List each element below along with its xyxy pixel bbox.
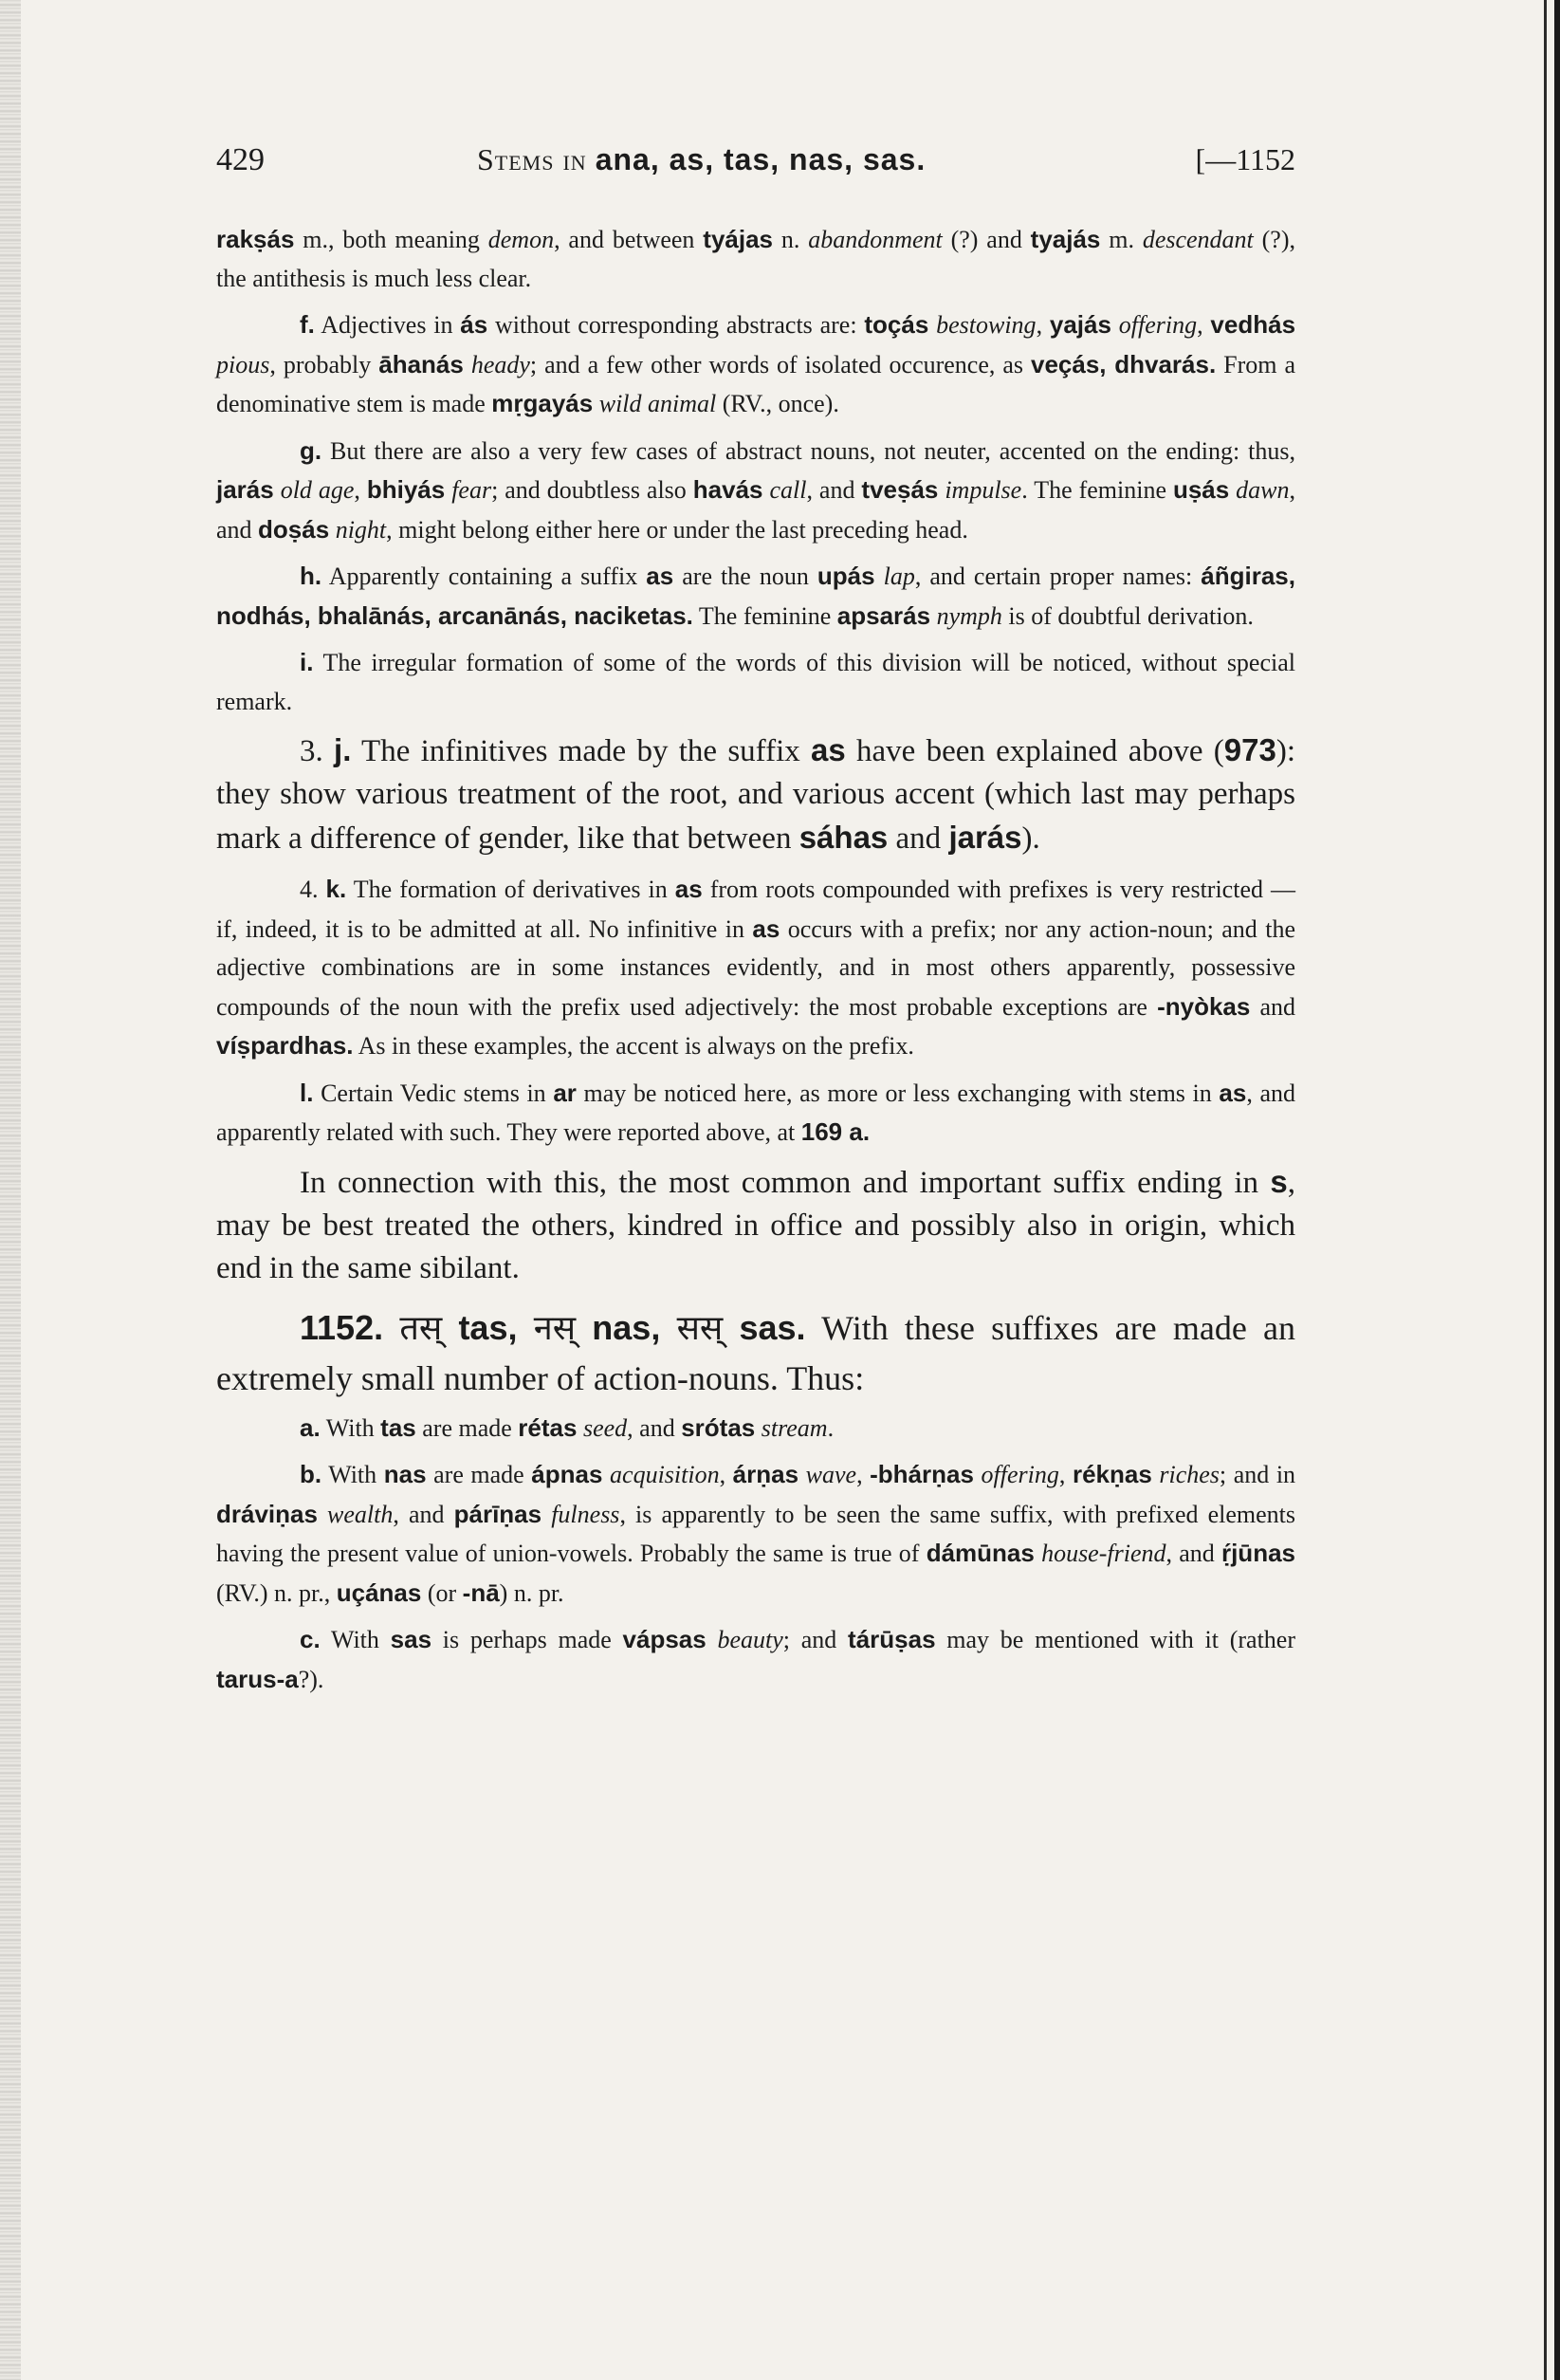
paragraph-pi: i. The irregular formation of some of the words of this division will be noticed, without special remark. — [216, 648, 1295, 715]
paragraph-p4k: 4. k. The formation of derivatives in as from roots compounded with prefixes is very restricted — if, indeed, it is to be admitted at all. No infinitive in as occurs with a prefix; nor any action-noun; and the adjective combinations are in some instances evidently, and in most others apparently, possessive compounds of the noun with the prefix used adjectively: the most probable exceptions are -nyòkas and víṣpardhas. As in these examples, the accent is always on the prefix. — [216, 875, 1296, 1060]
devanagari-nas: नस् — [533, 1308, 577, 1348]
paragraph-pg: g. But there are also a very few cases of abstract nouns, not neuter, accented on the ending: thus, jarás old age, bhiyás fear; and doubtless also havás call, and tveṣás impulse. The feminine uṣás dawn, and doṣás night, might belong either here or under the last preceding head. — [216, 435, 1295, 544]
devanagari-sas: सस् — [676, 1308, 724, 1348]
paragraph-pa: a. With tas are made rétas seed, and srótas stream. — [300, 1412, 835, 1442]
paragraph-pl: l. Certain Vedic stems in ar may be noticed here, as more or less exchanging with stems in as, and apparently related with such. They were reported above, at 169 a. — [216, 1078, 1295, 1146]
paragraphs-after-section — [216, 1409, 1295, 1700]
paragraphs-before-section — [216, 220, 1295, 1290]
book-page — [216, 133, 1295, 1707]
section-1152-text: With these suffixes are made an extremely small number of action-nouns. Thus: — [216, 1308, 1296, 1397]
paragraph-pf: f. Adjectives in ás without corresponding abstracts are: toçás bestowing, yajás offering, vedhás pious, probably āhanás heady; and a few other words of isolated occurence, as veçás, dhvarás. From a denominative stem is made mṛgayás wild animal (RV., once). — [216, 310, 1296, 417]
running-header — [216, 133, 1295, 190]
scan-right-gutter-line — [1544, 0, 1547, 2380]
page-number: 429 — [216, 142, 265, 177]
section-reference: [—1152 — [1195, 142, 1295, 176]
paragraph-p0: rakṣás m., both meaning demon, and between tyájas n. abandonment (?) and tyajás m. descendant (?), the antithesis is much less clear. — [216, 225, 1295, 292]
roman-nas: nas, — [592, 1307, 661, 1347]
running-title-forms: ana, as, tas, nas, sas. — [595, 142, 927, 176]
devanagari-tas: तस् — [399, 1308, 443, 1348]
paragraph-pconn: In connection with this, the most common and important suffix ending in s, may be best treated the others, kindred in office and possibly also in origin, which end in the same sibilant. — [216, 1163, 1295, 1285]
scan-left-edge — [0, 0, 21, 2380]
paragraph-ph: h. Apparently containing a suffix as are the noun upás lap, and certain proper names: áñgiras, nodhás, bhalānás, arcanānás, naciketas. The feminine apsarás nymph is of doubtful derivation. — [216, 562, 1295, 630]
section-1152-heading — [216, 1303, 1295, 1403]
roman-tas: tas, — [458, 1307, 518, 1347]
paragraph-pc: c. With sas is perhaps made vápsas beauty; and tárūṣas may be mentioned with it (rather tarus-a?). — [216, 1625, 1295, 1693]
running-title — [477, 142, 926, 177]
running-title-caps: Stems in — [477, 142, 587, 176]
roman-sas: sas. — [739, 1307, 806, 1347]
scan-right-edge — [1554, 0, 1560, 2380]
paragraph-p3j: 3. j. The infinitives made by the suffix as have been explained above (973): they show various treatment of the root, and various accent (which last may perhaps mark a difference of gender, like that between sáhas and jarás). — [216, 732, 1295, 856]
section-number: 1152. — [300, 1307, 384, 1347]
paragraph-pb: b. With nas are made ápnas acquisition, árṇas wave, -bhárṇas offering, rékṇas riches; and in dráviṇas wealth, and párīṇas fulness, is apparently to be seen the same suffix, with prefixed elements having the present value of union-vowels. Probably the same is true of dámūnas house-friend, and ṛ́jūnas (RV.) n. pr., uçánas (or -nā) n. pr. — [216, 1460, 1296, 1607]
